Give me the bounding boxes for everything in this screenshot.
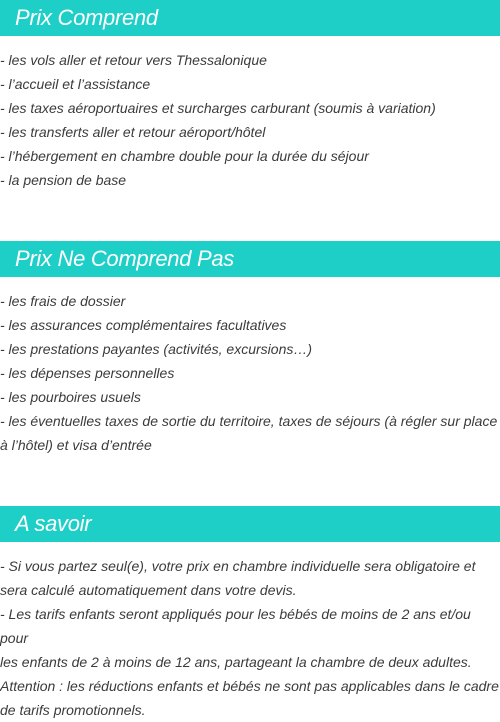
list-item: - les prestations payantes (activités, excursions…) bbox=[0, 341, 313, 357]
list-item: - les vols aller et retour vers Thessalonique bbox=[0, 52, 267, 68]
list-item: - Les tarifs enfants seront appliqués pour les bébés de moins de 2 ans et/ou pour bbox=[0, 606, 471, 646]
section-a-savoir bbox=[0, 506, 500, 722]
list-item: - les transferts aller et retour aéroport/hôtel bbox=[0, 124, 266, 140]
list-item: - la pension de base bbox=[0, 172, 127, 188]
section-title: Prix Ne Comprend Pas bbox=[0, 241, 500, 277]
list-item: - Si vous partez seul(e), votre prix en chambre individuelle sera obligatoire et bbox=[0, 558, 476, 574]
section-prix-ne-comprend-pas bbox=[0, 241, 500, 457]
included-list bbox=[0, 36, 500, 192]
list-item: - l’hébergement en chambre double pour la durée du séjour bbox=[0, 148, 369, 164]
list-item: - les frais de dossier bbox=[0, 293, 126, 309]
list-item-continuation: les enfants de 2 à moins de 12 ans, partageant la chambre de deux adultes. bbox=[0, 654, 472, 670]
list-item: - les dépenses personnelles bbox=[0, 365, 175, 381]
info-list bbox=[0, 542, 500, 722]
section-title: Prix Comprend bbox=[0, 0, 500, 36]
list-item: - les assurances complémentaires facultatives bbox=[0, 317, 287, 333]
list-item-continuation: sera calculé automatiquement dans votre devis. bbox=[0, 582, 297, 598]
section-prix-comprend bbox=[0, 0, 500, 192]
list-item: - les pourboires usuels bbox=[0, 389, 141, 405]
list-item-continuation: à l’hôtel) et visa d’entrée bbox=[0, 437, 152, 453]
attention-note-continuation: de tarifs promotionnels. bbox=[0, 702, 146, 718]
list-item: - l’accueil et l’assistance bbox=[0, 76, 151, 92]
list-item: - les éventuelles taxes de sortie du territoire, taxes de séjours (à régler sur place bbox=[0, 413, 498, 429]
list-item: - les taxes aéroportuaires et surcharges carburant (soumis à variation) bbox=[0, 100, 436, 116]
attention-note: Attention : les réductions enfants et bébés ne sont pas applicables dans le cadre bbox=[0, 678, 499, 694]
section-title: A savoir bbox=[0, 506, 500, 542]
excluded-list bbox=[0, 277, 500, 457]
